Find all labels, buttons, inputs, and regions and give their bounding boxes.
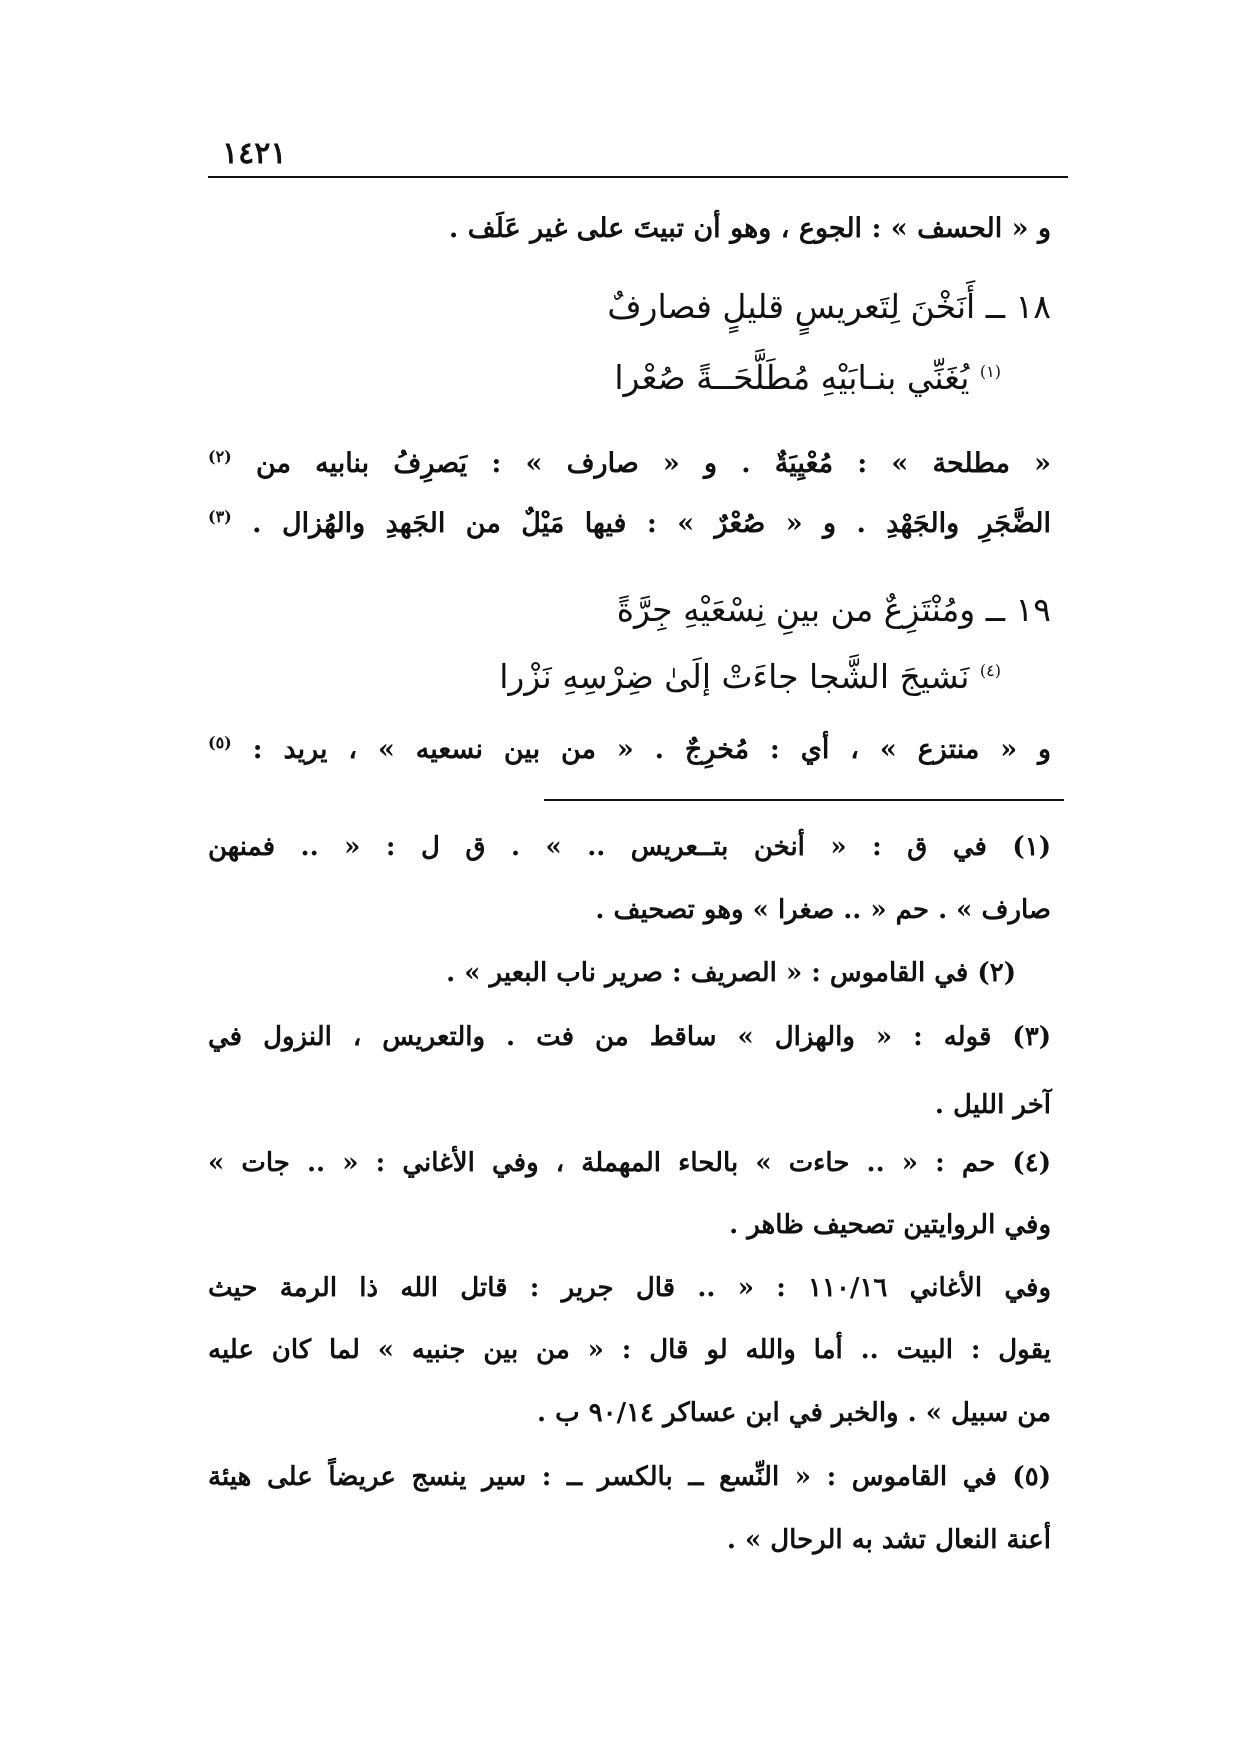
commentary-line-2-text: الضَّجَرِ والجَهْدِ . و « صُعْرٌ » : فيها مَيْلٌ من الجَهدِ والهُزال . [252,508,1052,539]
footnote-ref-2: (٢) [208,447,232,466]
verse-19-second-hemistich-text: نَشيجَ الشَّجا جاءَتْ إلَىٰ ضِرْسِهِ نَزْرا [499,657,970,696]
footnote-ref-5: (٥) [208,733,232,752]
footnote-1-line-2: صارف » . حم « .. صغرا » وهو تصحيف . [595,895,1051,925]
footnote-4-line-1: (٤) حم : « .. حاءت » بالحاء المهملة ، وفي الأغاني : « .. جات » [208,1148,1051,1178]
footnote-ref-4: (٤) [979,661,1001,680]
verse-19-first-hemistich: ١٩ ــ ومُنْتَزِعٌ من بينِ نِسْعَيْهِ جِرَّةً [616,590,1051,629]
text-line-gloss: و « الحسف » : الجوع ، وهو أن تبيتَ على غير عَلَف . [448,213,1051,244]
footnote-4-line-3: وفي الأغاني ١١٠/١٦ : « .. قال جرير : قاتل الله ذا الرمة حيث [208,1273,1051,1303]
footnote-4-line-2: وفي الروايتين تصحيف ظاهر . [729,1210,1051,1240]
commentary-line-2 [208,507,1051,539]
commentary-line-1-text: « مطلحة » : مُعْيِيَةٌ . و « صارف » : يَصرِفُ بنابيه من [255,448,1051,479]
commentary-line-3-text: و « منتزع » ، أي : مُخرِجٌ . « من بين نسعيه » ، يريد : [252,734,1051,765]
footnote-3-line-2: آخر الليل . [934,1090,1051,1120]
footnote-4-line-5: من سبيل » . والخبر في ابن عساكر ٩٠/١٤ ب . [537,1398,1051,1428]
verse-18-first-hemistich: ١٨ ــ أَنَخْنَ لِتَعريسٍ قليلٍ فصارفٌ [607,287,1051,326]
verse-18-second-hemistich-text: يُغَنِّي بنـابَيْهِ مُطَلَّحَــةً صُعْرا [614,358,970,397]
page-number: ١٤٢١ [222,136,287,171]
verse-18-second-hemistich [614,358,1001,397]
footnote-3-line-1: (٣) قوله : « والهزال » ساقط من فت . والتعريس ، النزول في [208,1022,1051,1052]
footnote-ref-3: (٣) [208,507,232,526]
verse-19-second-hemistich [499,657,1001,696]
footnote-5-line-1: (٥) في القاموس : « النِّسع ــ بالكسر ــ : سير ينسج عريضاً على هيئة [208,1462,1051,1492]
footnote-2: (٢) في القاموس : « الصريف : صرير ناب البعير » . [446,958,1016,988]
footnote-ref-1: (١) [979,362,1001,381]
top-rule [208,176,1068,178]
footnote-rule [544,799,1064,801]
footnote-4-line-4: يقول : البيت .. أما والله لو قال : « من بين جنبيه » لما كان عليه [208,1335,1051,1365]
commentary-line-3 [208,733,1051,765]
footnote-1-line-1: (١) في ق : « أنخن بتــعريس .. » . ق ل : « .. فمنهن [208,832,1051,862]
commentary-line-1 [208,447,1051,479]
footnote-5-line-2: أعنة النعال تشد به الرحال » . [726,1525,1051,1555]
